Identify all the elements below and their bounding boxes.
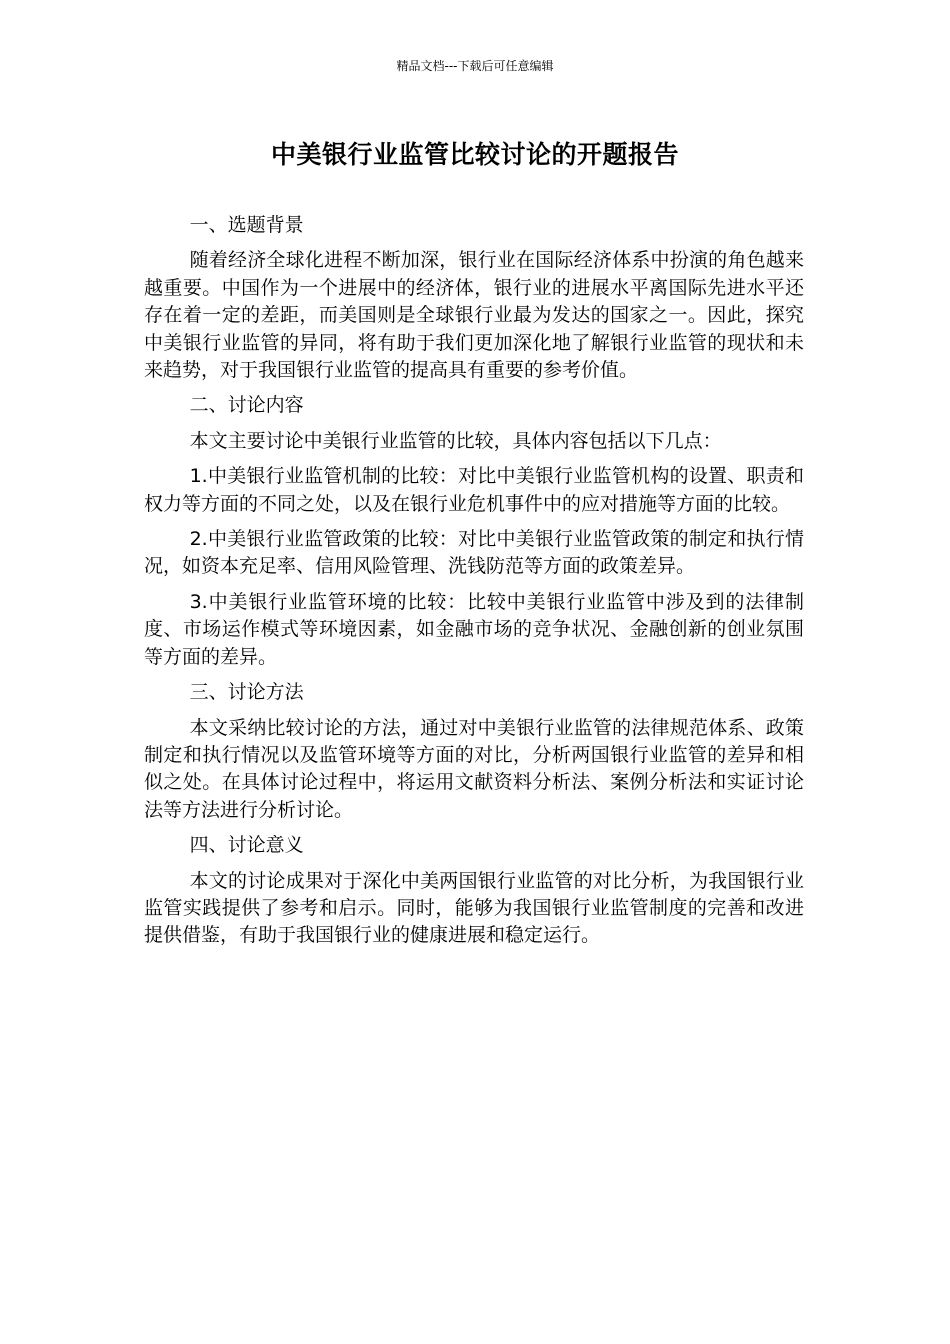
paragraph-content-item-3: 3.中美银行业监管环境的比较：比较中美银行业监管中涉及到的法律制度、市场运作模式等环境因素，如金融市场的竞争状况、金融创新的创业氛围等方面的差异。 [144,590,804,668]
section-heading-background: 一、选题背景 [189,214,304,236]
document-body [144,212,804,958]
paragraph-content-item-1: 1.中美银行业监管机制的比较：对比中美银行业监管机构的设置、职责和权力等方面的不同之处，以及在银行业危机事件中的应对措施等方面的比较。 [144,465,804,515]
page-header: 精品文档---下载后可任意编辑 [396,59,554,73]
paragraph-significance: 本文的讨论成果对于深化中美两国银行业监管的对比分析，为我国银行业监管实践提供了参考和启示。同时，能够为我国银行业监管制度的完善和改进提供借鉴，有助于我国银行业的健康进展和稳定运行。 [144,869,804,947]
paragraph-background: 随着经济全球化进程不断加深，银行业在国际经济体系中扮演的角色越来越重要。中国作为一个进展中的经济体，银行业的进展水平离国际先进水平还存在着一定的差距，而美国则是全球银行业最为发达的国家之一。因此，探究中美银行业监管的异同，将有助于我们更加深化地了解银行业监管的现状和未来趋势，对于我国银行业监管的提高具有重要的参考价值。 [144,249,804,382]
paragraph-content-item-2: 2.中美银行业监管政策的比较：对比中美银行业监管政策的制定和执行情况，如资本充足率、信用风险管理、洗钱防范等方面的政策差异。 [144,528,804,578]
section-heading-content: 二、讨论内容 [189,394,304,417]
section-heading-method: 三、讨论方法 [189,681,304,704]
paragraph-method: 本文采纳比较讨论的方法，通过对中美银行业监管的法律规范体系、政策制定和执行情况以及监管环境等方面的对比，分析两国银行业监管的差异和相似之处。在具体讨论过程中，将运用文献资料分析法、案例分析法和实证讨论法等方法进行分析讨论。 [144,716,804,821]
section-heading-significance: 四、讨论意义 [189,834,304,857]
document-title: 中美银行业监管比较讨论的开题报告 [270,140,679,169]
paragraph-content-intro: 本文主要讨论中美银行业监管的比较，具体内容包括以下几点： [189,429,722,452]
